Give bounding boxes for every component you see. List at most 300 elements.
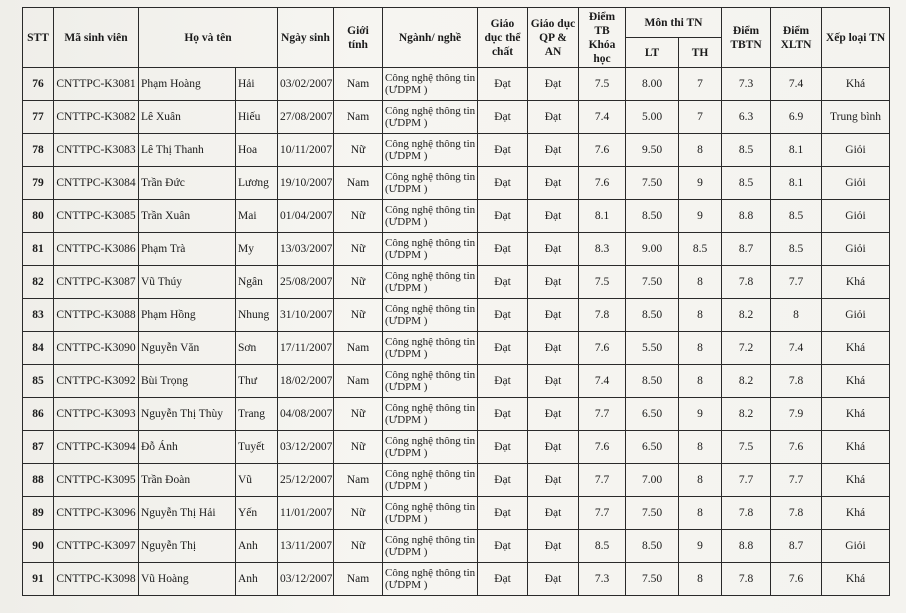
theory-score-cell: 8.00: [626, 68, 679, 101]
major-name: Công nghệ thông tin: [385, 501, 476, 513]
major-name: Công nghệ thông tin: [385, 567, 476, 579]
student-id-cell: CNTTPC-K3088: [54, 299, 139, 332]
practice-score-cell: 7: [679, 101, 722, 134]
student-id-cell: CNTTPC-K3093: [54, 398, 139, 431]
major-name: Công nghệ thông tin: [385, 534, 476, 546]
row-stt-cell: 89: [23, 497, 54, 530]
course-average-cell: 7.8: [579, 299, 626, 332]
major-cell: [383, 530, 478, 563]
last-name-cell: Vũ Hoàng: [139, 563, 236, 596]
major-specialization: (ƯDPM ): [385, 216, 428, 228]
major-name: Công nghệ thông tin: [385, 402, 476, 414]
major-specialization: (ƯDPM ): [385, 315, 428, 327]
row-stt-cell: 84: [23, 332, 54, 365]
classification-score-cell: 7.8: [771, 365, 822, 398]
table-row: [23, 530, 890, 563]
course-average-cell: 7.7: [579, 398, 626, 431]
classification-score-cell: 6.9: [771, 101, 822, 134]
gender-cell: Nam: [334, 68, 383, 101]
major-name: Công nghệ thông tin: [385, 270, 476, 282]
table-row: [23, 200, 890, 233]
table-row: [23, 398, 890, 431]
student-id-cell: CNTTPC-K3086: [54, 233, 139, 266]
last-name-cell: Lê Xuân: [139, 101, 236, 134]
graduation-average-cell: 6.3: [722, 101, 771, 134]
major-name: Công nghệ thông tin: [385, 72, 476, 84]
header-defense-education: Giáo dục QP & AN: [528, 8, 579, 68]
gender-cell: Nữ: [334, 530, 383, 563]
theory-score-cell: 8.50: [626, 299, 679, 332]
major-name: Công nghệ thông tin: [385, 303, 476, 315]
student-id-cell: CNTTPC-K3094: [54, 431, 139, 464]
graduation-rank-cell: Khá: [822, 266, 890, 299]
course-average-cell: 7.6: [579, 431, 626, 464]
graduation-results-table: [22, 7, 890, 596]
theory-score-cell: 6.50: [626, 431, 679, 464]
theory-score-cell: 6.50: [626, 398, 679, 431]
defense-education-cell: Đạt: [528, 365, 579, 398]
defense-education-cell: Đạt: [528, 332, 579, 365]
graduation-rank-cell: Giỏi: [822, 233, 890, 266]
theory-score-cell: 7.50: [626, 266, 679, 299]
major-name: Công nghệ thông tin: [385, 138, 476, 150]
birth-date-cell: 01/04/2007: [278, 200, 334, 233]
graduation-average-cell: 8.5: [722, 134, 771, 167]
first-name-cell: Sơn: [236, 332, 278, 365]
graduation-average-cell: 7.8: [722, 497, 771, 530]
birth-date-cell: 27/08/2007: [278, 101, 334, 134]
gender-cell: Nam: [334, 332, 383, 365]
course-average-cell: 7.4: [579, 101, 626, 134]
graduation-rank-cell: Giỏi: [822, 167, 890, 200]
row-stt-cell: 88: [23, 464, 54, 497]
header-birth-date: Ngày sinh: [278, 8, 334, 68]
graduation-average-cell: 8.7: [722, 233, 771, 266]
graduation-rank-cell: Khá: [822, 563, 890, 596]
header-gender: Giới tính: [334, 8, 383, 68]
classification-score-cell: 8.1: [771, 167, 822, 200]
header-graduation-exams: Môn thi TN: [626, 8, 722, 38]
birth-date-cell: 19/10/2007: [278, 167, 334, 200]
table-row: [23, 101, 890, 134]
major-specialization: (ƯDPM ): [385, 117, 428, 129]
row-stt-cell: 91: [23, 563, 54, 596]
first-name-cell: Mai: [236, 200, 278, 233]
birth-date-cell: 03/12/2007: [278, 431, 334, 464]
graduation-average-cell: 8.2: [722, 299, 771, 332]
classification-score-cell: 7.9: [771, 398, 822, 431]
major-cell: [383, 365, 478, 398]
first-name-cell: Hải: [236, 68, 278, 101]
first-name-cell: Thư: [236, 365, 278, 398]
gender-cell: Nữ: [334, 497, 383, 530]
birth-date-cell: 13/11/2007: [278, 530, 334, 563]
course-average-cell: 7.3: [579, 563, 626, 596]
physical-education-cell: Đạt: [478, 200, 528, 233]
classification-score-cell: 8.1: [771, 134, 822, 167]
major-specialization: (ƯDPM ): [385, 480, 428, 492]
birth-date-cell: 18/02/2007: [278, 365, 334, 398]
course-average-cell: 7.5: [579, 68, 626, 101]
birth-date-cell: 04/08/2007: [278, 398, 334, 431]
practice-score-cell: 8: [679, 134, 722, 167]
last-name-cell: Đỗ Ánh: [139, 431, 236, 464]
graduation-rank-cell: Khá: [822, 332, 890, 365]
major-specialization: (ƯDPM ): [385, 447, 428, 459]
classification-score-cell: 8.5: [771, 200, 822, 233]
table-row: [23, 431, 890, 464]
table-row: [23, 497, 890, 530]
birth-date-cell: 03/02/2007: [278, 68, 334, 101]
physical-education-cell: Đạt: [478, 530, 528, 563]
table-row: [23, 266, 890, 299]
graduation-average-cell: 7.8: [722, 563, 771, 596]
row-stt-cell: 83: [23, 299, 54, 332]
last-name-cell: Phạm Hồng: [139, 299, 236, 332]
practice-score-cell: 8: [679, 365, 722, 398]
physical-education-cell: Đạt: [478, 464, 528, 497]
major-specialization: (ƯDPM ): [385, 579, 428, 591]
header-student-id: Mã sinh viên: [54, 8, 139, 68]
classification-score-cell: 7.4: [771, 68, 822, 101]
practice-score-cell: 8.5: [679, 233, 722, 266]
birth-date-cell: 25/08/2007: [278, 266, 334, 299]
table-row: [23, 68, 890, 101]
header-theory: LT: [626, 38, 679, 68]
first-name-cell: Anh: [236, 530, 278, 563]
student-id-cell: CNTTPC-K3095: [54, 464, 139, 497]
defense-education-cell: Đạt: [528, 200, 579, 233]
practice-score-cell: 9: [679, 167, 722, 200]
defense-education-cell: Đạt: [528, 101, 579, 134]
major-cell: [383, 563, 478, 596]
physical-education-cell: Đạt: [478, 233, 528, 266]
classification-score-cell: 7.8: [771, 497, 822, 530]
major-cell: [383, 233, 478, 266]
theory-score-cell: 8.50: [626, 530, 679, 563]
physical-education-cell: Đạt: [478, 266, 528, 299]
table-row: [23, 563, 890, 596]
student-id-cell: CNTTPC-K3092: [54, 365, 139, 398]
graduation-average-cell: 8.8: [722, 200, 771, 233]
major-cell: [383, 398, 478, 431]
table-row: [23, 233, 890, 266]
defense-education-cell: Đạt: [528, 68, 579, 101]
major-specialization: (ƯDPM ): [385, 183, 428, 195]
last-name-cell: Nguyễn Thị: [139, 530, 236, 563]
gender-cell: Nữ: [334, 431, 383, 464]
last-name-cell: Nguyễn Văn: [139, 332, 236, 365]
defense-education-cell: Đạt: [528, 233, 579, 266]
classification-score-cell: 8: [771, 299, 822, 332]
row-stt-cell: 85: [23, 365, 54, 398]
header-practice: TH: [679, 38, 722, 68]
gender-cell: Nam: [334, 365, 383, 398]
defense-education-cell: Đạt: [528, 431, 579, 464]
classification-score-cell: 7.6: [771, 431, 822, 464]
course-average-cell: 7.6: [579, 167, 626, 200]
first-name-cell: Anh: [236, 563, 278, 596]
row-stt-cell: 81: [23, 233, 54, 266]
classification-score-cell: 7.6: [771, 563, 822, 596]
physical-education-cell: Đạt: [478, 563, 528, 596]
major-name: Công nghệ thông tin: [385, 468, 476, 480]
first-name-cell: Nhung: [236, 299, 278, 332]
birth-date-cell: 13/03/2007: [278, 233, 334, 266]
major-specialization: (ƯDPM ): [385, 513, 428, 525]
defense-education-cell: Đạt: [528, 398, 579, 431]
header-major: Ngành/ nghề: [383, 8, 478, 68]
gender-cell: Nữ: [334, 398, 383, 431]
table-row: [23, 134, 890, 167]
major-specialization: (ƯDPM ): [385, 414, 428, 426]
major-specialization: (ƯDPM ): [385, 348, 428, 360]
practice-score-cell: 8: [679, 332, 722, 365]
graduation-rank-cell: Giỏi: [822, 134, 890, 167]
row-stt-cell: 77: [23, 101, 54, 134]
table-body: [23, 68, 890, 596]
theory-score-cell: 9.50: [626, 134, 679, 167]
first-name-cell: Yến: [236, 497, 278, 530]
student-id-cell: CNTTPC-K3098: [54, 563, 139, 596]
last-name-cell: Bùi Trọng: [139, 365, 236, 398]
physical-education-cell: Đạt: [478, 101, 528, 134]
practice-score-cell: 8: [679, 563, 722, 596]
gender-cell: Nam: [334, 101, 383, 134]
birth-date-cell: 17/11/2007: [278, 332, 334, 365]
defense-education-cell: Đạt: [528, 167, 579, 200]
physical-education-cell: Đạt: [478, 497, 528, 530]
classification-score-cell: 8.5: [771, 233, 822, 266]
graduation-average-cell: 7.3: [722, 68, 771, 101]
table-row: [23, 299, 890, 332]
table-row: [23, 464, 890, 497]
theory-score-cell: 5.50: [626, 332, 679, 365]
table-row: [23, 167, 890, 200]
gender-cell: Nữ: [334, 134, 383, 167]
header-course-average: Điểm TB Khóa học: [579, 8, 626, 68]
practice-score-cell: 7: [679, 68, 722, 101]
theory-score-cell: 9.00: [626, 233, 679, 266]
major-specialization: (ƯDPM ): [385, 381, 428, 393]
major-name: Công nghệ thông tin: [385, 369, 476, 381]
birth-date-cell: 10/11/2007: [278, 134, 334, 167]
last-name-cell: Nguyễn Thị Thùy: [139, 398, 236, 431]
major-cell: [383, 167, 478, 200]
student-id-cell: CNTTPC-K3096: [54, 497, 139, 530]
theory-score-cell: 5.00: [626, 101, 679, 134]
major-name: Công nghệ thông tin: [385, 105, 476, 117]
major-specialization: (ƯDPM ): [385, 249, 428, 261]
course-average-cell: 8.5: [579, 530, 626, 563]
major-name: Công nghệ thông tin: [385, 435, 476, 447]
major-specialization: (ƯDPM ): [385, 84, 428, 96]
gender-cell: Nam: [334, 464, 383, 497]
practice-score-cell: 8: [679, 266, 722, 299]
major-cell: [383, 431, 478, 464]
graduation-rank-cell: Khá: [822, 365, 890, 398]
major-cell: [383, 464, 478, 497]
defense-education-cell: Đạt: [528, 497, 579, 530]
student-id-cell: CNTTPC-K3081: [54, 68, 139, 101]
graduation-average-cell: 7.5: [722, 431, 771, 464]
first-name-cell: Lương: [236, 167, 278, 200]
major-name: Công nghệ thông tin: [385, 171, 476, 183]
row-stt-cell: 80: [23, 200, 54, 233]
first-name-cell: Ngân: [236, 266, 278, 299]
graduation-average-cell: 7.7: [722, 464, 771, 497]
defense-education-cell: Đạt: [528, 464, 579, 497]
first-name-cell: My: [236, 233, 278, 266]
practice-score-cell: 9: [679, 200, 722, 233]
header-classification-score: Điểm XLTN: [771, 8, 822, 68]
defense-education-cell: Đạt: [528, 299, 579, 332]
major-name: Công nghệ thông tin: [385, 237, 476, 249]
student-id-cell: CNTTPC-K3083: [54, 134, 139, 167]
row-stt-cell: 76: [23, 68, 54, 101]
course-average-cell: 7.6: [579, 134, 626, 167]
physical-education-cell: Đạt: [478, 134, 528, 167]
last-name-cell: Trần Đoàn: [139, 464, 236, 497]
major-cell: [383, 497, 478, 530]
course-average-cell: 7.7: [579, 497, 626, 530]
graduation-rank-cell: Khá: [822, 431, 890, 464]
graduation-rank-cell: Khá: [822, 464, 890, 497]
header-graduation-rank: Xếp loại TN: [822, 8, 890, 68]
theory-score-cell: 8.50: [626, 200, 679, 233]
defense-education-cell: Đạt: [528, 563, 579, 596]
major-name: Công nghệ thông tin: [385, 336, 476, 348]
defense-education-cell: Đạt: [528, 266, 579, 299]
physical-education-cell: Đạt: [478, 332, 528, 365]
graduation-rank-cell: Giỏi: [822, 530, 890, 563]
classification-score-cell: 7.7: [771, 464, 822, 497]
first-name-cell: Tuyết: [236, 431, 278, 464]
major-cell: [383, 200, 478, 233]
major-specialization: (ƯDPM ): [385, 150, 428, 162]
theory-score-cell: 7.00: [626, 464, 679, 497]
major-cell: [383, 266, 478, 299]
gender-cell: Nữ: [334, 233, 383, 266]
student-id-cell: CNTTPC-K3087: [54, 266, 139, 299]
header-full-name: Họ và tên: [139, 8, 278, 68]
last-name-cell: Trần Đức: [139, 167, 236, 200]
major-cell: [383, 299, 478, 332]
row-stt-cell: 82: [23, 266, 54, 299]
table-row: [23, 332, 890, 365]
physical-education-cell: Đạt: [478, 68, 528, 101]
graduation-average-cell: 8.2: [722, 398, 771, 431]
graduation-rank-cell: Khá: [822, 398, 890, 431]
graduation-average-cell: 8.5: [722, 167, 771, 200]
row-stt-cell: 87: [23, 431, 54, 464]
theory-score-cell: 8.50: [626, 365, 679, 398]
theory-score-cell: 7.50: [626, 167, 679, 200]
first-name-cell: Vũ: [236, 464, 278, 497]
row-stt-cell: 90: [23, 530, 54, 563]
classification-score-cell: 7.4: [771, 332, 822, 365]
physical-education-cell: Đạt: [478, 398, 528, 431]
last-name-cell: Nguyễn Thị Hải: [139, 497, 236, 530]
practice-score-cell: 8: [679, 299, 722, 332]
gender-cell: Nữ: [334, 266, 383, 299]
course-average-cell: 8.1: [579, 200, 626, 233]
last-name-cell: Phạm Trà: [139, 233, 236, 266]
graduation-rank-cell: Trung bình: [822, 101, 890, 134]
graduation-average-cell: 7.8: [722, 266, 771, 299]
physical-education-cell: Đạt: [478, 167, 528, 200]
student-id-cell: CNTTPC-K3097: [54, 530, 139, 563]
graduation-rank-cell: Giỏi: [822, 200, 890, 233]
last-name-cell: Phạm Hoàng: [139, 68, 236, 101]
gender-cell: Nam: [334, 167, 383, 200]
birth-date-cell: 31/10/2007: [278, 299, 334, 332]
header-stt: STT: [23, 8, 54, 68]
student-id-cell: CNTTPC-K3084: [54, 167, 139, 200]
last-name-cell: Vũ Thúy: [139, 266, 236, 299]
classification-score-cell: 8.7: [771, 530, 822, 563]
table-row: [23, 365, 890, 398]
gender-cell: Nữ: [334, 200, 383, 233]
major-cell: [383, 68, 478, 101]
table-header: [23, 8, 890, 68]
first-name-cell: Hoa: [236, 134, 278, 167]
theory-score-cell: 7.50: [626, 497, 679, 530]
row-stt-cell: 86: [23, 398, 54, 431]
row-stt-cell: 79: [23, 167, 54, 200]
theory-score-cell: 7.50: [626, 563, 679, 596]
course-average-cell: 7.7: [579, 464, 626, 497]
header-graduation-average: Điểm TBTN: [722, 8, 771, 68]
physical-education-cell: Đạt: [478, 299, 528, 332]
major-specialization: (ƯDPM ): [385, 282, 428, 294]
major-specialization: (ƯDPM ): [385, 546, 428, 558]
classification-score-cell: 7.7: [771, 266, 822, 299]
major-name: Công nghệ thông tin: [385, 204, 476, 216]
course-average-cell: 7.5: [579, 266, 626, 299]
gender-cell: Nữ: [334, 299, 383, 332]
major-cell: [383, 101, 478, 134]
graduation-average-cell: 8.8: [722, 530, 771, 563]
physical-education-cell: Đạt: [478, 365, 528, 398]
first-name-cell: Hiếu: [236, 101, 278, 134]
last-name-cell: Lê Thị Thanh: [139, 134, 236, 167]
birth-date-cell: 11/01/2007: [278, 497, 334, 530]
practice-score-cell: 9: [679, 398, 722, 431]
physical-education-cell: Đạt: [478, 431, 528, 464]
graduation-rank-cell: Giỏi: [822, 299, 890, 332]
practice-score-cell: 8: [679, 464, 722, 497]
practice-score-cell: 8: [679, 497, 722, 530]
course-average-cell: 7.4: [579, 365, 626, 398]
graduation-average-cell: 7.2: [722, 332, 771, 365]
first-name-cell: Trang: [236, 398, 278, 431]
graduation-rank-cell: Khá: [822, 497, 890, 530]
student-id-cell: CNTTPC-K3082: [54, 101, 139, 134]
major-cell: [383, 134, 478, 167]
course-average-cell: 7.6: [579, 332, 626, 365]
defense-education-cell: Đạt: [528, 134, 579, 167]
gender-cell: Nam: [334, 563, 383, 596]
birth-date-cell: 03/12/2007: [278, 563, 334, 596]
practice-score-cell: 9: [679, 530, 722, 563]
defense-education-cell: Đạt: [528, 530, 579, 563]
course-average-cell: 8.3: [579, 233, 626, 266]
header-physical-education: Giáo dục thể chất: [478, 8, 528, 68]
student-id-cell: CNTTPC-K3085: [54, 200, 139, 233]
major-cell: [383, 332, 478, 365]
last-name-cell: Trần Xuân: [139, 200, 236, 233]
